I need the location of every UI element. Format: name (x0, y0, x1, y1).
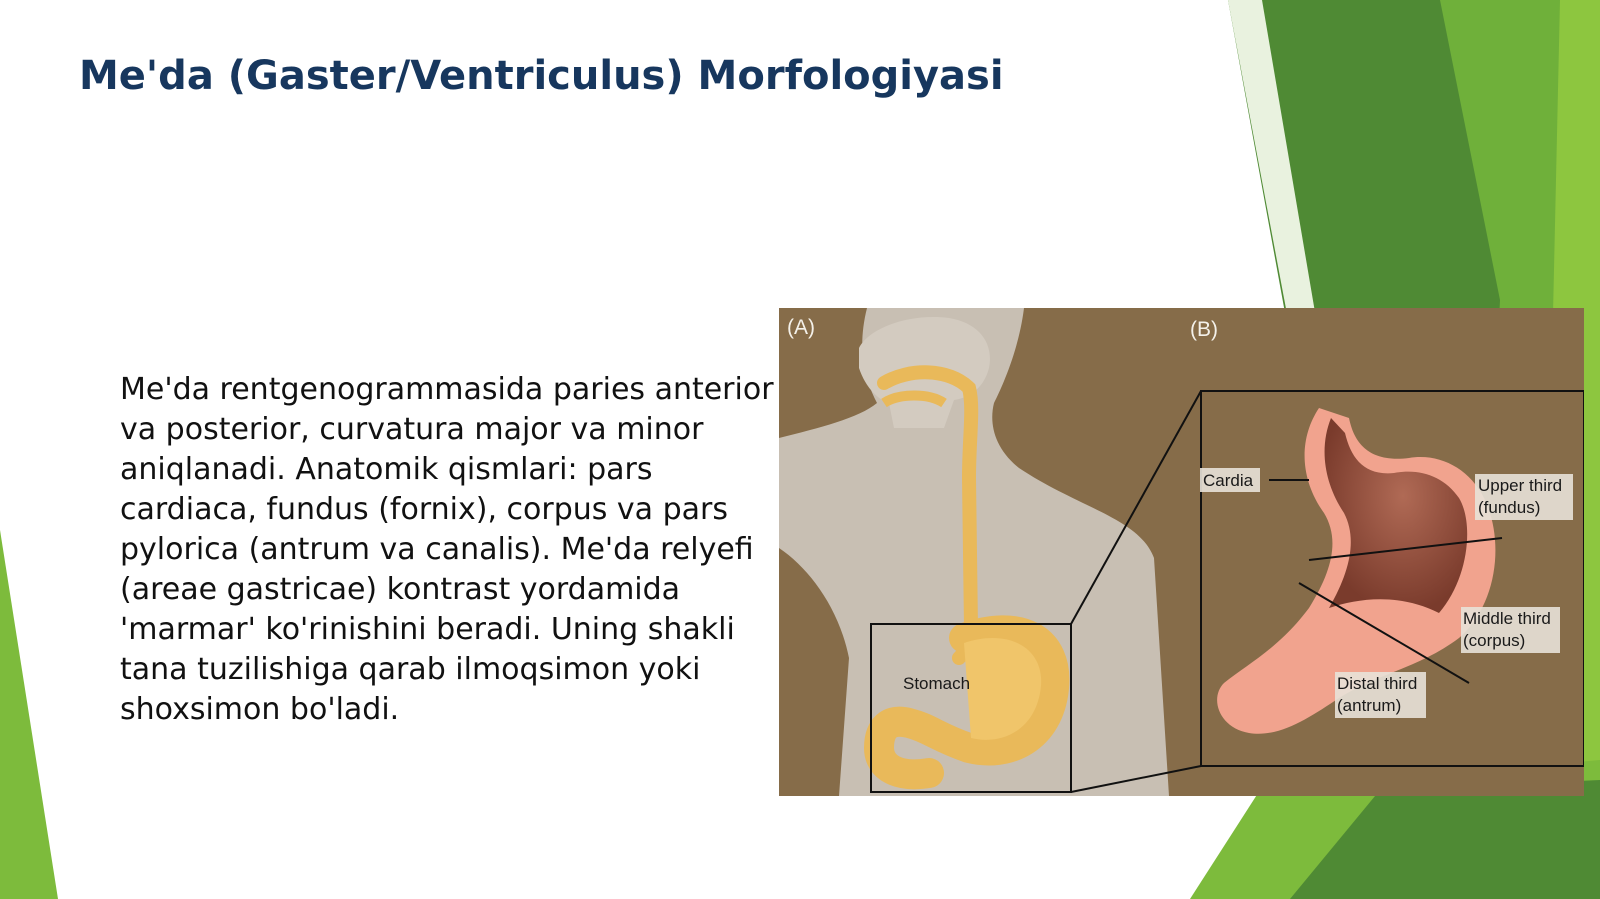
cardia-label: Cardia (1203, 471, 1254, 490)
panel-a-label: (A) (787, 316, 815, 339)
stomach-diagram-svg (779, 308, 1584, 796)
distal-third-label: Distal third (1337, 674, 1418, 693)
upper-third-label: Upper third (1478, 476, 1563, 495)
green-facet-left (0, 530, 58, 899)
stomach-label: Stomach (903, 674, 971, 693)
stomach-diagram (779, 308, 1584, 796)
middle-third-label: Middle third (1463, 609, 1551, 628)
slide-title: Me'da (Gaster/Ventriculus) Morfologiyasi (79, 53, 1004, 99)
antrum-label: (antrum) (1337, 696, 1402, 715)
panel-b-label: (B) (1190, 318, 1218, 341)
fundus-label: (fundus) (1478, 498, 1541, 517)
corpus-label: (corpus) (1463, 631, 1526, 650)
slide-body-text: Me'da rentgenogrammasida paries anterior va posterior, curvatura major va minor aniqlanadi. Anatomik qismlari: pars cardiaca, fundus (fornix), corpus va pars pylorica (antrum va canalis). Me'da relyefi (areae gastricae) kontrast yordamida 'marmar' ko'rinishini beradi. Uning shakli tana tuzilishiga qarab ilmoqsimon yoki shoxsimon bo'ladi. (120, 372, 774, 727)
